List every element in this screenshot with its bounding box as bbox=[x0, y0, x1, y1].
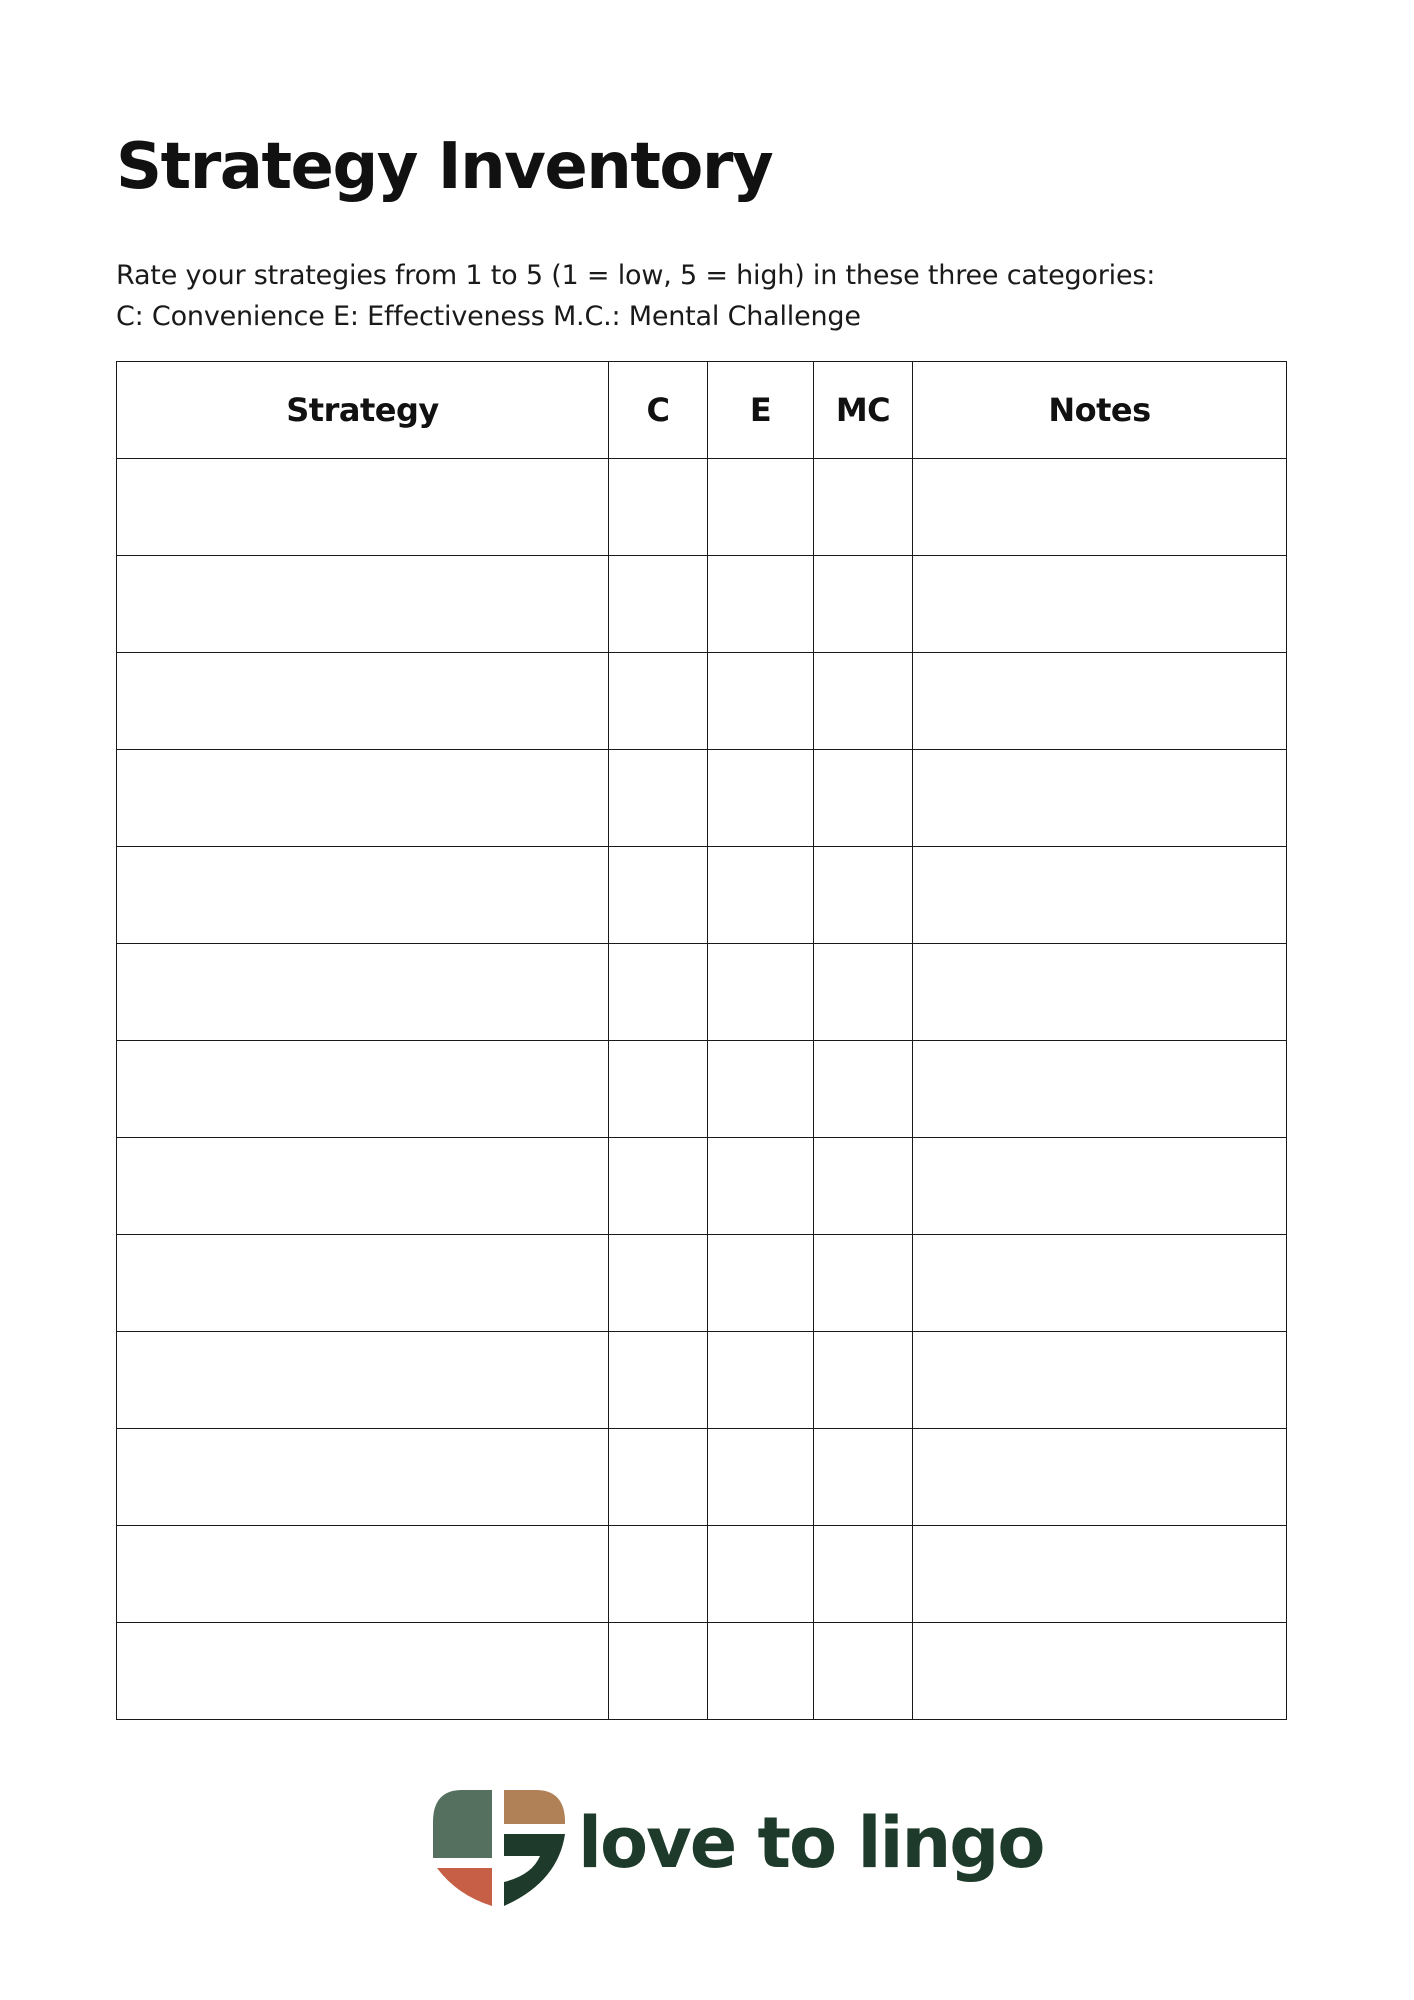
instructions bbox=[116, 255, 1155, 337]
cell-mental-challenge[interactable] bbox=[814, 1429, 913, 1526]
cell-convenience[interactable] bbox=[609, 1138, 708, 1235]
cell-effectiveness[interactable] bbox=[708, 847, 814, 944]
cell-effectiveness[interactable] bbox=[708, 1138, 814, 1235]
cell-notes[interactable] bbox=[913, 1526, 1287, 1623]
table-row bbox=[117, 750, 1287, 847]
table-row bbox=[117, 1041, 1287, 1138]
cell-convenience[interactable] bbox=[609, 556, 708, 653]
cell-strategy[interactable] bbox=[117, 1526, 609, 1623]
cell-mental-challenge[interactable] bbox=[814, 944, 913, 1041]
cell-convenience[interactable] bbox=[609, 1332, 708, 1429]
cell-effectiveness[interactable] bbox=[708, 1332, 814, 1429]
header-effectiveness: E bbox=[708, 362, 814, 459]
cell-notes[interactable] bbox=[913, 459, 1287, 556]
cell-convenience[interactable] bbox=[609, 847, 708, 944]
cell-convenience[interactable] bbox=[609, 944, 708, 1041]
cell-strategy[interactable] bbox=[117, 1332, 609, 1429]
cell-mental-challenge[interactable] bbox=[814, 1138, 913, 1235]
cell-notes[interactable] bbox=[913, 944, 1287, 1041]
cell-effectiveness[interactable] bbox=[708, 1526, 814, 1623]
cell-strategy[interactable] bbox=[117, 653, 609, 750]
cell-notes[interactable] bbox=[913, 750, 1287, 847]
table-row bbox=[117, 1623, 1287, 1720]
love-to-lingo-logo bbox=[432, 1790, 1044, 1908]
table-row bbox=[117, 1429, 1287, 1526]
cell-notes[interactable] bbox=[913, 1623, 1287, 1720]
cell-mental-challenge[interactable] bbox=[814, 1235, 913, 1332]
header-strategy: Strategy bbox=[117, 362, 609, 459]
table-row bbox=[117, 653, 1287, 750]
cell-mental-challenge[interactable] bbox=[814, 847, 913, 944]
cell-mental-challenge[interactable] bbox=[814, 1623, 913, 1720]
table-row bbox=[117, 1332, 1287, 1429]
table-row bbox=[117, 459, 1287, 556]
cell-convenience[interactable] bbox=[609, 1041, 708, 1138]
cell-convenience[interactable] bbox=[609, 1526, 708, 1623]
cell-notes[interactable] bbox=[913, 1041, 1287, 1138]
instructions-line-2: C: Convenience E: Effectiveness M.C.: Mental Challenge bbox=[116, 301, 861, 332]
cell-effectiveness[interactable] bbox=[708, 653, 814, 750]
cell-convenience[interactable] bbox=[609, 1429, 708, 1526]
instructions-line-1: Rate your strategies from 1 to 5 (1 = low, 5 = high) in these three categories: bbox=[116, 260, 1156, 291]
page-title: Strategy Inventory bbox=[116, 130, 773, 204]
table-header-row bbox=[117, 362, 1287, 459]
cell-mental-challenge[interactable] bbox=[814, 750, 913, 847]
cell-strategy[interactable] bbox=[117, 459, 609, 556]
cell-strategy[interactable] bbox=[117, 847, 609, 944]
cell-effectiveness[interactable] bbox=[708, 1235, 814, 1332]
cell-mental-challenge[interactable] bbox=[814, 459, 913, 556]
table-row bbox=[117, 1235, 1287, 1332]
cell-strategy[interactable] bbox=[117, 1041, 609, 1138]
logo-text: love to lingo bbox=[578, 1802, 1044, 1884]
cell-strategy[interactable] bbox=[117, 1429, 609, 1526]
table-body bbox=[117, 459, 1287, 1720]
table-row bbox=[117, 556, 1287, 653]
cell-convenience[interactable] bbox=[609, 1623, 708, 1720]
cell-mental-challenge[interactable] bbox=[814, 1526, 913, 1623]
cell-strategy[interactable] bbox=[117, 1138, 609, 1235]
cell-effectiveness[interactable] bbox=[708, 1623, 814, 1720]
cell-convenience[interactable] bbox=[609, 750, 708, 847]
cell-notes[interactable] bbox=[913, 556, 1287, 653]
cell-mental-challenge[interactable] bbox=[814, 1041, 913, 1138]
cell-notes[interactable] bbox=[913, 847, 1287, 944]
header-mental-challenge: MC bbox=[814, 362, 913, 459]
cell-notes[interactable] bbox=[913, 1235, 1287, 1332]
table-row bbox=[117, 1526, 1287, 1623]
table-row bbox=[117, 1138, 1287, 1235]
cell-convenience[interactable] bbox=[609, 459, 708, 556]
cell-strategy[interactable] bbox=[117, 556, 609, 653]
cell-effectiveness[interactable] bbox=[708, 1429, 814, 1526]
strategy-table bbox=[116, 361, 1287, 1720]
cell-effectiveness[interactable] bbox=[708, 750, 814, 847]
cell-effectiveness[interactable] bbox=[708, 556, 814, 653]
cell-notes[interactable] bbox=[913, 653, 1287, 750]
cell-strategy[interactable] bbox=[117, 1623, 609, 1720]
cell-mental-challenge[interactable] bbox=[814, 556, 913, 653]
cell-strategy[interactable] bbox=[117, 1235, 609, 1332]
cell-strategy[interactable] bbox=[117, 944, 609, 1041]
cell-convenience[interactable] bbox=[609, 653, 708, 750]
cell-mental-challenge[interactable] bbox=[814, 653, 913, 750]
header-notes: Notes bbox=[913, 362, 1287, 459]
cell-notes[interactable] bbox=[913, 1429, 1287, 1526]
table-row bbox=[117, 847, 1287, 944]
cell-notes[interactable] bbox=[913, 1138, 1287, 1235]
header-convenience: C bbox=[609, 362, 708, 459]
cell-mental-challenge[interactable] bbox=[814, 1332, 913, 1429]
cell-strategy[interactable] bbox=[117, 750, 609, 847]
cell-notes[interactable] bbox=[913, 1332, 1287, 1429]
table-row bbox=[117, 944, 1287, 1041]
cell-convenience[interactable] bbox=[609, 1235, 708, 1332]
heart-logo-icon bbox=[432, 1790, 566, 1908]
cell-effectiveness[interactable] bbox=[708, 944, 814, 1041]
cell-effectiveness[interactable] bbox=[708, 1041, 814, 1138]
cell-effectiveness[interactable] bbox=[708, 459, 814, 556]
